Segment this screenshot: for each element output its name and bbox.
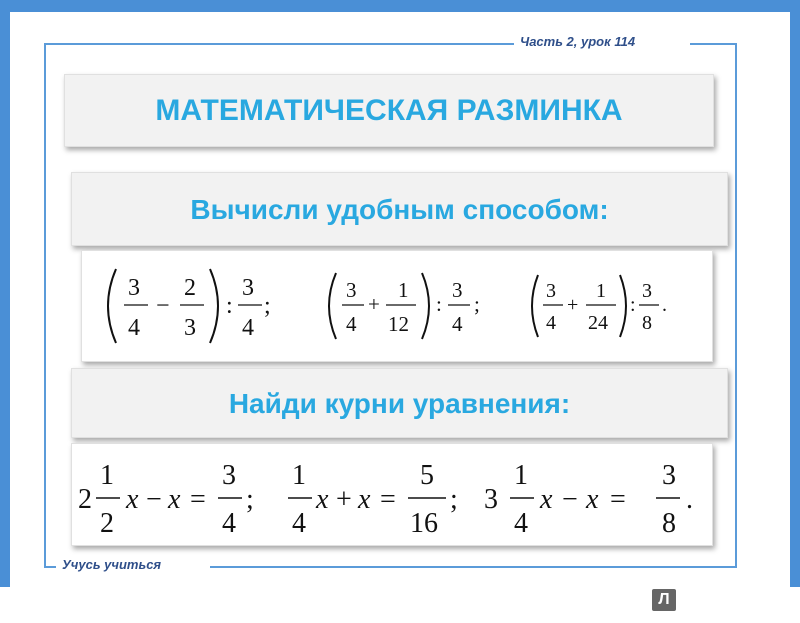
operator: − <box>156 293 170 319</box>
rhs-numerator: 3 <box>222 460 236 491</box>
fraction-numerator: 1 <box>100 460 114 491</box>
punctuation: ; <box>450 484 458 515</box>
b-denominator: 24 <box>588 312 608 334</box>
fraction-denominator: 4 <box>514 508 528 539</box>
divide-sign: : <box>226 293 233 319</box>
equation-3 <box>484 460 693 539</box>
left-paren <box>329 273 336 339</box>
equals-sign: = <box>380 484 396 515</box>
equation-1 <box>78 460 254 539</box>
divide-sign: : <box>436 292 442 316</box>
variable: x <box>540 484 553 515</box>
right-paren <box>620 275 626 337</box>
fraction-numerator: 1 <box>514 460 528 491</box>
task2-equations <box>72 444 714 547</box>
frame-bottom-line <box>210 566 737 568</box>
task2-heading-panel <box>71 368 728 438</box>
b-numerator: 1 <box>398 278 409 302</box>
variable: x <box>168 484 181 515</box>
task1-expressions-panel <box>81 250 713 362</box>
lesson-caption: Часть 2, урок 114 <box>520 34 636 49</box>
b-numerator: 1 <box>596 280 606 302</box>
expression-2 <box>329 273 480 339</box>
operator: − <box>562 484 578 515</box>
rhs-denominator: 4 <box>222 508 236 539</box>
variable: x <box>316 484 329 515</box>
rhs-numerator: 5 <box>420 460 434 491</box>
operator: − <box>146 484 162 515</box>
b-denominator: 12 <box>388 312 409 336</box>
punctuation: ; <box>264 293 271 319</box>
frame-top-left-line <box>44 43 514 45</box>
frame-right-line <box>735 43 737 568</box>
a-denominator: 4 <box>346 312 357 336</box>
task1-expressions <box>82 251 714 363</box>
main-title-panel <box>64 74 714 147</box>
rhs-denominator: 8 <box>662 508 676 539</box>
left-paren <box>532 275 538 337</box>
fraction-denominator: 4 <box>292 508 306 539</box>
c-denominator: 8 <box>642 312 652 334</box>
variable: x <box>358 484 371 515</box>
c-numerator: 3 <box>242 275 254 301</box>
right-paren <box>422 273 429 339</box>
top-border <box>0 0 800 12</box>
task1-heading-panel <box>71 172 728 246</box>
frame-left-line <box>44 43 46 568</box>
divide-sign: : <box>630 294 636 316</box>
variable: x <box>126 484 139 515</box>
frame-bottom-left-stub <box>44 566 56 568</box>
a-denominator: 4 <box>546 312 556 334</box>
b-numerator: 2 <box>184 275 196 301</box>
whole-part: 3 <box>484 484 498 515</box>
rhs-denominator: 16 <box>410 508 438 539</box>
variable: x <box>586 484 599 515</box>
punctuation: ; <box>246 484 254 515</box>
expression-1 <box>108 269 271 343</box>
fraction-denominator: 2 <box>100 508 114 539</box>
whole-part: 2 <box>78 484 92 515</box>
punctuation: ; <box>474 292 480 316</box>
frame-top-right-line <box>690 43 736 45</box>
equals-sign: = <box>610 484 626 515</box>
punctuation: . <box>662 294 667 316</box>
left-border <box>0 0 10 587</box>
c-denominator: 4 <box>452 312 463 336</box>
c-denominator: 4 <box>242 315 254 341</box>
left-paren <box>108 269 116 343</box>
task2-equations-panel <box>71 443 713 546</box>
task2-heading: Найди курни уравнения: <box>228 388 571 419</box>
a-denominator: 4 <box>128 315 140 341</box>
right-paren <box>210 269 218 343</box>
rhs-numerator: 3 <box>662 460 676 491</box>
publisher-logo: Л <box>652 589 676 611</box>
operator: + <box>336 484 352 515</box>
expression-3 <box>532 275 667 337</box>
operator: + <box>567 294 579 316</box>
main-title: МАТЕМАТИЧЕСКАЯ РАЗМИНКА <box>155 94 623 127</box>
task1-heading: Вычисли удобным способом: <box>190 194 609 225</box>
a-numerator: 3 <box>346 278 357 302</box>
punctuation: . <box>686 484 693 515</box>
footer-caption: Учусь учиться <box>62 557 162 572</box>
equals-sign: = <box>190 484 206 515</box>
a-numerator: 3 <box>546 280 556 302</box>
b-denominator: 3 <box>184 315 196 341</box>
operator: + <box>368 292 380 316</box>
a-numerator: 3 <box>128 275 140 301</box>
c-numerator: 3 <box>642 280 652 302</box>
fraction-numerator: 1 <box>292 460 306 491</box>
c-numerator: 3 <box>452 278 463 302</box>
right-border <box>790 0 800 587</box>
equation-2 <box>288 460 458 539</box>
